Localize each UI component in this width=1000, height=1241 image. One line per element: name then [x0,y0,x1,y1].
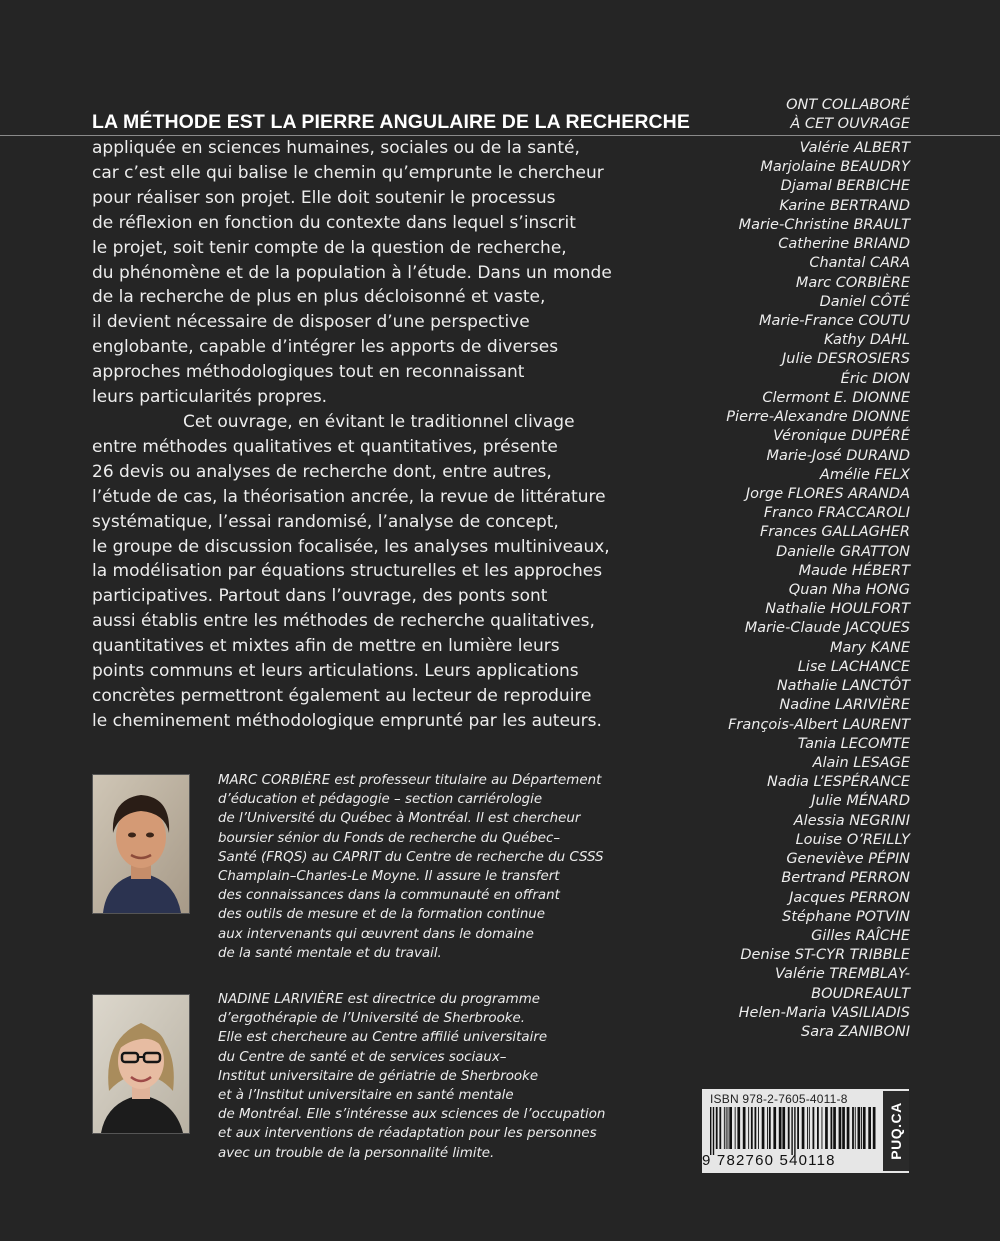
collaborator-name: Stéphane POTVIN [782,908,910,925]
barcode-bar [735,1107,736,1149]
collaborator-name: Kathy DAHL [823,332,910,349]
barcode-bar [839,1107,842,1149]
barcode-bar [817,1107,819,1149]
barcode-bar [762,1107,765,1149]
collaborator-name: Jorge FLORES ARANDA [745,485,910,502]
collaborators-title-line: À CET OUVRAGE [790,116,910,132]
bio-line: Elle est chercheure au Centre affilié universitaire [218,1030,548,1046]
collaborator-name: Mary KANE [830,639,910,656]
text-line: du phénomène et de la population à l’étude. Dans un monde [92,262,612,283]
barcode-bar [758,1107,759,1149]
barcode-box [702,1089,909,1173]
collaborator-name: Frances GALLAGHER [759,524,910,541]
text-line: l’étude de cas, la théorisation ancrée, la revue de littérature [92,486,606,507]
text-line: englobante, capable d’intégrer les apports de diverses [92,337,559,358]
collaborator-name: Tania LECOMTE [797,735,910,752]
barcode-bar [852,1107,854,1149]
barcode-bar [724,1107,725,1149]
publisher-logo-text: PUQ.CA [888,1102,904,1160]
author-photo-marc-corbiere [92,774,190,914]
author-bio-nadine-lariviere [218,990,605,1163]
collaborator-name: Franco FRACCAROLI [763,505,910,522]
text-line: leurs particularités propres. [92,387,328,408]
collaborator-name: Alessia NEGRINI [793,812,910,829]
barcode-bar [833,1107,836,1149]
barcode-bar [809,1107,810,1149]
collaborator-name: Nathalie LANCTÔT [776,678,910,695]
collaborator-name: Louise O’REILLY [795,831,910,848]
barcode-bar [813,1107,815,1149]
text-line: entre méthodes qualitatives et quantitatives, présente [92,436,558,457]
collaborator-name: Nadine LARIVIÈRE [779,697,910,714]
barcode-bar [755,1107,757,1149]
barcode-bar [726,1107,727,1149]
barcode-bar [825,1107,828,1149]
collaborators-title-line: ONT COLLABORÉ [786,97,910,113]
barcode-bar [791,1107,792,1155]
text-line: participatives. Partout dans l’ouvrage, des ponts sont [92,586,548,607]
collaborator-name: Daniel CÔTÉ [819,293,910,310]
bio-line: des outils de mesure et de la formation continue [218,907,546,923]
bio-line: et à l’Institut universitaire en santé mentale [218,1088,514,1104]
collaborator-name: Amélie FELX [819,466,910,483]
barcode-bar [767,1107,768,1149]
barcode-bar [751,1107,753,1149]
barcode-bar [773,1107,776,1149]
barcode-bar [728,1107,729,1149]
collaborator-name: Marjolaine BEAUDRY [760,159,910,176]
collaborator-name: Nathalie HOULFORT [765,601,910,618]
collaborator-name: Gilles RAÎCHE [811,927,910,944]
bio-line: de Montréal. Elle s’intéresse aux sciences de l’occupation [218,1107,606,1123]
collaborators-title [786,96,910,134]
barcode-bar [794,1107,795,1155]
barcode-bar [842,1107,845,1149]
bio-line: et aux interventions de réadaptation pour les personnes [218,1126,597,1142]
barcode-bar [782,1107,785,1149]
collaborator-name: Julie MÉNARD [811,793,910,810]
barcode-bar [748,1107,749,1149]
text-line: car c’est elle qui balise le chemin qu’emprunte le chercheur [92,162,604,183]
author-photo-nadine-lariviere [92,994,190,1134]
barcode-bar [855,1107,856,1149]
bio-line: MARC CORBIÈRE est professeur titulaire au Département [218,773,602,788]
barcode-bar [737,1107,740,1149]
text-line: de réflexion en fonction du contexte dans lequel s’inscrit [92,212,576,233]
collaborator-name: Valérie TREMBLAY- [775,966,910,983]
collaborator-name: Danielle GRATTON [776,543,910,560]
bio-line: des connaissances dans la communauté en offrant [218,888,560,904]
author-bio-marc-corbiere [218,771,604,963]
text-line: points communs et leurs articulations. Leurs applications [92,661,579,682]
collaborator-name: Geneviève PÉPIN [786,851,910,868]
barcode-bar [847,1107,850,1149]
text-line: concrètes permettront également au lecteur de reproduire [92,685,592,706]
bio-line: de la santé mentale et du travail. [218,945,442,961]
collaborator-name: Marie-France COUTU [758,312,910,329]
text-line: le cheminement méthodologique emprunté par les auteurs. [92,710,602,731]
barcode-bar [779,1107,782,1149]
text-line: approches méthodologiques tout en reconnaissant [92,362,525,383]
barcode-bar [831,1107,833,1149]
collaborator-name: Marie-José DURAND [766,447,910,464]
collaborator-name: François-Albert LAURENT [728,716,910,733]
collaborator-name: Catherine BRIAND [778,236,910,253]
collaborator-name: Bertrand PERRON [781,870,910,887]
collaborator-name: Valérie ALBERT [799,140,910,156]
collaborator-name: Djamal BERBICHE [780,178,910,195]
barcode-bars [708,1107,880,1155]
collaborator-name: BOUDREAULT [811,985,910,1002]
text-line: Cet ouvrage, en évitant le traditionnel clivage [183,411,575,432]
barcode-bar [716,1107,718,1149]
bio-line: aux intervenants qui œuvrent dans le domaine [218,926,534,942]
isbn-label: ISBN 978-2-7605-4011-8 [710,1092,848,1106]
collaborator-name: Alain LESAGE [812,755,910,771]
bio-line: du Centre de santé et de services sociaux– [218,1049,507,1065]
publisher-logo [883,1091,909,1171]
barcode-bar [797,1107,799,1149]
text-line: appliquée en sciences humaines, sociales ou de la santé, [92,138,580,158]
bio-line: de l’Université du Québec à Montréal. Il est chercheur [218,811,581,827]
bio-line: d’ergothérapie de l’Université de Sherbrooke. [218,1011,526,1027]
collaborator-name: Éric DION [840,370,910,387]
barcode-bar [710,1107,711,1155]
bio-line: boursier sénior du Fonds de recherche du Québec– [218,830,561,846]
barcode-bar [858,1107,861,1149]
bio-line: avec un trouble de la personnalité limite. [218,1145,495,1161]
main-description [92,136,692,734]
collaborator-name: Julie DESROSIERS [782,351,910,368]
text-line: aussi établis entre les méthodes de recherche qualitatives, [92,611,595,632]
text-line: 26 devis ou analyses de recherche dont, entre autres, [92,461,552,482]
barcode-bar [769,1107,771,1149]
barcode-bar [713,1107,714,1155]
collaborator-name: Marie-Christine BRAULT [738,216,910,233]
collaborator-name: Clermont E. DIONNE [762,389,910,406]
barcode-digits: 9 782760 540118 [702,1152,836,1169]
barcode-bar [863,1107,866,1149]
text-line: systématique, l’essai randomisé, l’analyse de concept, [92,511,559,532]
text-line: pour réaliser son projet. Elle doit soutenir le processus [92,187,556,208]
collaborator-name: Quan Nha HONG [788,582,910,599]
collaborator-name: Karine BERTRAND [779,197,910,214]
collaborator-name: Lise LACHANCE [797,658,910,675]
barcode-bar [861,1107,862,1149]
collaborator-name: Denise ST-CYR TRIBBLE [740,947,910,964]
collaborator-name: Véronique DUPÉRÉ [773,428,910,445]
barcode-bar [822,1107,823,1149]
text-line: de la recherche de plus en plus décloisonné et vaste, [92,287,546,308]
text-line: le projet, soit tenir compte de la question de recherche, [92,237,567,258]
bio-line: d’éducation et pédagogie – section carriérologie [218,792,543,808]
collaborator-name: Maude HÉBERT [798,562,910,579]
barcode-bar [788,1107,790,1149]
collaborator-name: Jacques PERRON [789,889,910,906]
barcode-bar [807,1107,808,1149]
collaborator-name: Pierre-Alexandre DIONNE [726,409,910,426]
bio-line: Santé (FRQS) au CAPRIT du Centre de recherche du CSSS [218,849,604,865]
barcode-bar [729,1107,732,1149]
bio-line: NADINE LARIVIÈRE est directrice du programme [218,992,540,1007]
text-line: il devient nécessaire de disposer d’une perspective [92,312,530,333]
barcode-bar [719,1107,721,1149]
main-heading: LA MÉTHODE EST LA PIERRE ANGULAIRE DE LA RECHERCHE [92,111,690,133]
barcode-bar [743,1107,746,1149]
barcode-bar [873,1107,876,1149]
bio-line: Institut universitaire de gériatrie de Sherbrooke [218,1068,539,1084]
text-line: la modélisation par équations structurelles et les approches [92,561,603,582]
collaborator-name: Marc CORBIÈRE [795,274,910,291]
barcode-bar [802,1107,805,1149]
text-line: le groupe de discussion focalisée, les analyses multiniveaux, [92,536,610,557]
text-line: quantitatives et mixtes afin de mettre en lumière leurs [92,636,560,657]
bio-line: Champlain–Charles-Le Moyne. Il assure le transfert [218,869,560,885]
collaborator-name: Nadia L’ESPÉRANCE [767,774,910,791]
collaborator-name: Helen-Maria VASILIADIS [738,1004,910,1021]
collaborators-list [726,139,910,1042]
collaborator-name: Chantal CARA [809,255,910,272]
collaborator-name: Marie-Claude JACQUES [744,620,910,637]
barcode-bar [868,1107,871,1149]
collaborator-name: Sara ZANIBONI [800,1024,910,1041]
